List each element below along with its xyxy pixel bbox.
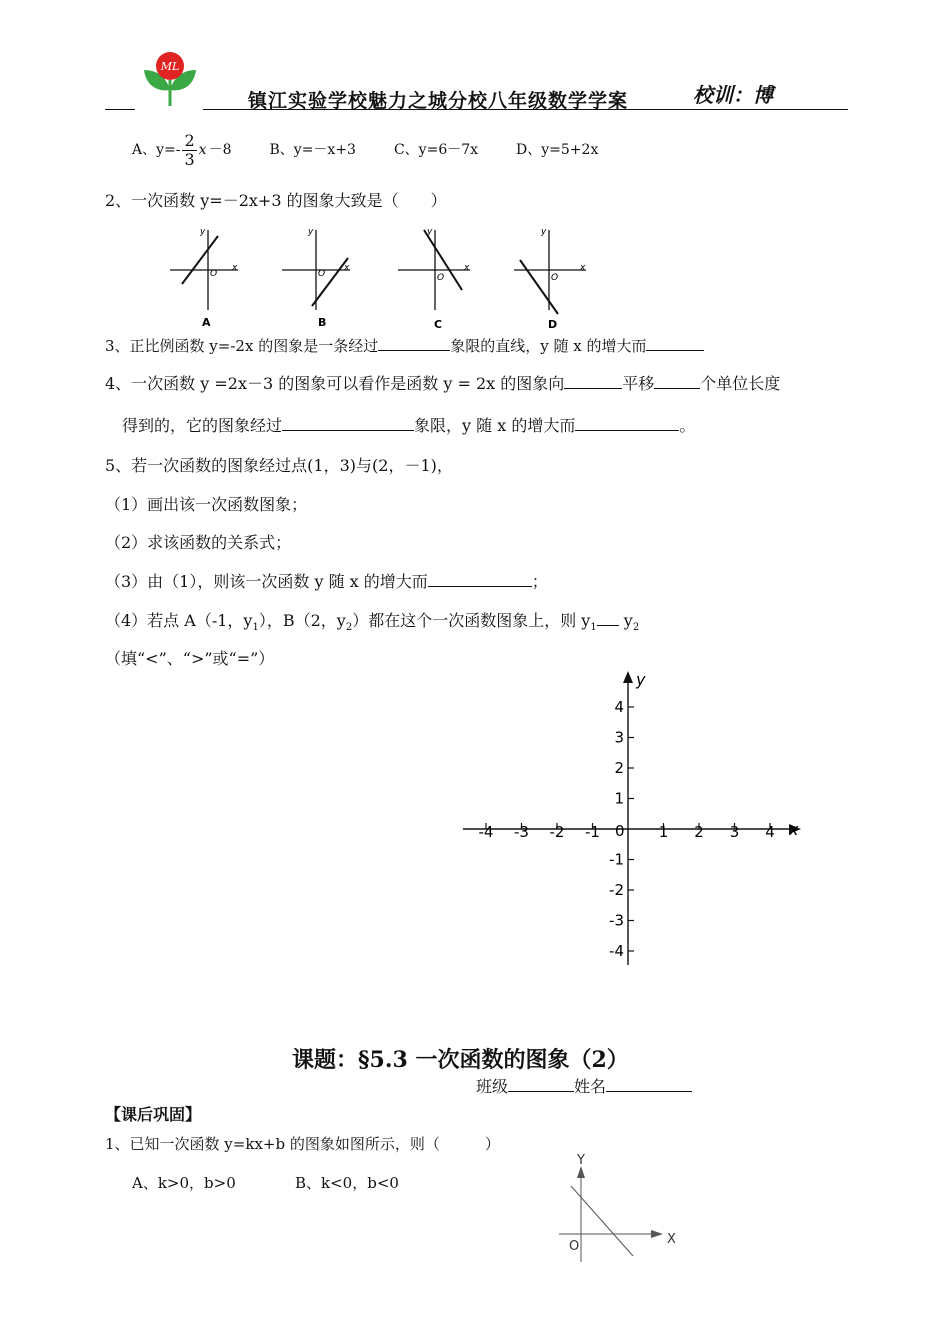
fraction: $\frac{2}{3}$ <box>184 130 195 169</box>
graph-origin-label: O <box>569 1239 580 1254</box>
x-tick-label: 4 <box>765 823 775 841</box>
x-axis-label: x <box>789 820 799 839</box>
graph-b-x: x <box>344 263 350 273</box>
q5-blank-trend[interactable] <box>428 572 532 587</box>
graph-c-origin: O <box>437 273 445 283</box>
y-tick-label: 3 <box>614 728 624 747</box>
lesson-q1-option-b: B、k<0，b<0 <box>295 1174 399 1192</box>
q5-sub-3: （3）由（1），则该一次函数 y 随 x 的增大而 ； <box>105 572 548 591</box>
section-heading: 【课后巩固】 <box>105 1105 202 1124</box>
lesson-q1-graph <box>555 1150 695 1265</box>
q5-sub-2: （2）求该函数的关系式； <box>105 533 292 552</box>
graph-d-label: D <box>548 318 558 331</box>
graph-a-label: A <box>202 316 211 329</box>
x-tick-label: -1 <box>585 823 600 841</box>
q1-option-d: D、y=5+2x <box>516 142 599 158</box>
q5-blank-compare[interactable] <box>597 611 619 626</box>
class-blank[interactable] <box>508 1077 574 1092</box>
y-tick-label: -1 <box>609 850 624 869</box>
q2-stem: 2、一次函数 y=－2x+3 的图象大致是（ ） <box>105 191 447 210</box>
coordinate-plane[interactable] <box>455 665 815 975</box>
graph-b-origin: O <box>318 269 326 279</box>
logo-text: ML <box>160 60 180 73</box>
school-title: 镇江实验学校魅力之城分校八年级数学学案 <box>248 90 629 112</box>
y-tick-label: 2 <box>614 759 624 777</box>
q5-sub-5: （填“<”、“>”或“=”） <box>105 649 275 668</box>
graph-d-x: x <box>580 263 586 273</box>
y-tick-label: 4 <box>614 698 624 716</box>
q3-blank-2[interactable] <box>646 336 704 351</box>
graph-d-origin: O <box>551 273 559 283</box>
graph-y-label: Y <box>577 1153 585 1168</box>
q5-stem: 5、若一次函数的图象经过点(1，3)与(2，－1)， <box>105 456 453 475</box>
graph-a-y: y <box>200 227 206 237</box>
name-blank[interactable] <box>606 1077 692 1092</box>
origin-label: 0 <box>615 822 625 840</box>
graph-b-label: B <box>318 316 327 329</box>
q3-blank-1[interactable] <box>378 336 450 351</box>
q5-sub-1: （1）画出该一次函数图象； <box>105 495 308 514</box>
lesson-q1-option-a: A、k>0，b>0 <box>132 1174 236 1192</box>
q5-sub-4: （4）若点 A（-1，$y_1$），B（2，$y_2$）都在这个一次函数图象上，则 $y_1$ $y_2$ <box>105 611 640 634</box>
x-tick-label: -2 <box>549 823 565 841</box>
q4-blank-units[interactable] <box>654 374 700 389</box>
graph-b <box>282 227 350 329</box>
q4-line-1: 4、一次函数 y =2x－3 的图象可以看作是函数 y = 2x 的图象向 平移 个单位长度 <box>105 374 781 393</box>
school-motto: 校训：博 <box>693 83 773 107</box>
q4-line-2: 得到的，它的图象经过 象限，y 随 x 的增大而 。 <box>122 416 696 435</box>
graph-a-origin: O <box>210 269 218 279</box>
graph-d-y: y <box>541 227 547 237</box>
y-tick-label: -3 <box>609 911 624 930</box>
graph-a <box>170 227 238 329</box>
school-logo <box>140 50 200 106</box>
graph-c-y: y <box>427 227 433 237</box>
x-tick-label: 2 <box>694 823 704 841</box>
lesson-q1-stem: 1、已知一次函数 y=kx+b 的图象如图所示，则（ ） <box>105 1135 500 1153</box>
q1-options <box>132 125 598 175</box>
q4-blank-direction[interactable] <box>564 374 622 389</box>
q4-blank-trend[interactable] <box>575 416 679 431</box>
y-tick-label: 1 <box>614 789 624 808</box>
graph-b-y: y <box>308 227 314 237</box>
lesson-title: 课题：§5.3 一次函数的图象（2） <box>292 1047 629 1073</box>
x-tick-label: 3 <box>729 823 740 841</box>
q1-option-a: A、y=- $\frac{2}{3}$ x －8 <box>132 130 232 169</box>
q1-option-c: C、y=6－7x <box>393 142 479 158</box>
y-axis-arrow <box>623 671 633 683</box>
graph-d <box>514 227 586 331</box>
y-tick-label: -4 <box>609 942 624 960</box>
q3: 3、正比例函数 y=-2x 的图象是一条经过 象限的直线，y 随 x 的增大而 <box>105 336 704 356</box>
y-tick-label: -2 <box>609 881 624 899</box>
graph-a-x: x <box>232 263 238 273</box>
x-tick-label: 1 <box>658 823 669 841</box>
header-rule-left <box>105 109 135 110</box>
q1-option-b: B、y=－x+3 <box>269 142 356 158</box>
x-tick-label: -3 <box>514 823 529 841</box>
q4-blank-quadrants[interactable] <box>282 416 414 431</box>
x-tick-label: -4 <box>478 823 494 841</box>
graph-c-label: C <box>434 318 443 331</box>
graph-x-label: X <box>667 1232 676 1247</box>
graph-c-x: x <box>464 263 470 273</box>
q2-graph-options <box>160 222 600 334</box>
graph-c <box>398 227 470 331</box>
y-axis-label: y <box>636 670 646 689</box>
class-name-line: 班级 姓名 <box>476 1077 692 1097</box>
